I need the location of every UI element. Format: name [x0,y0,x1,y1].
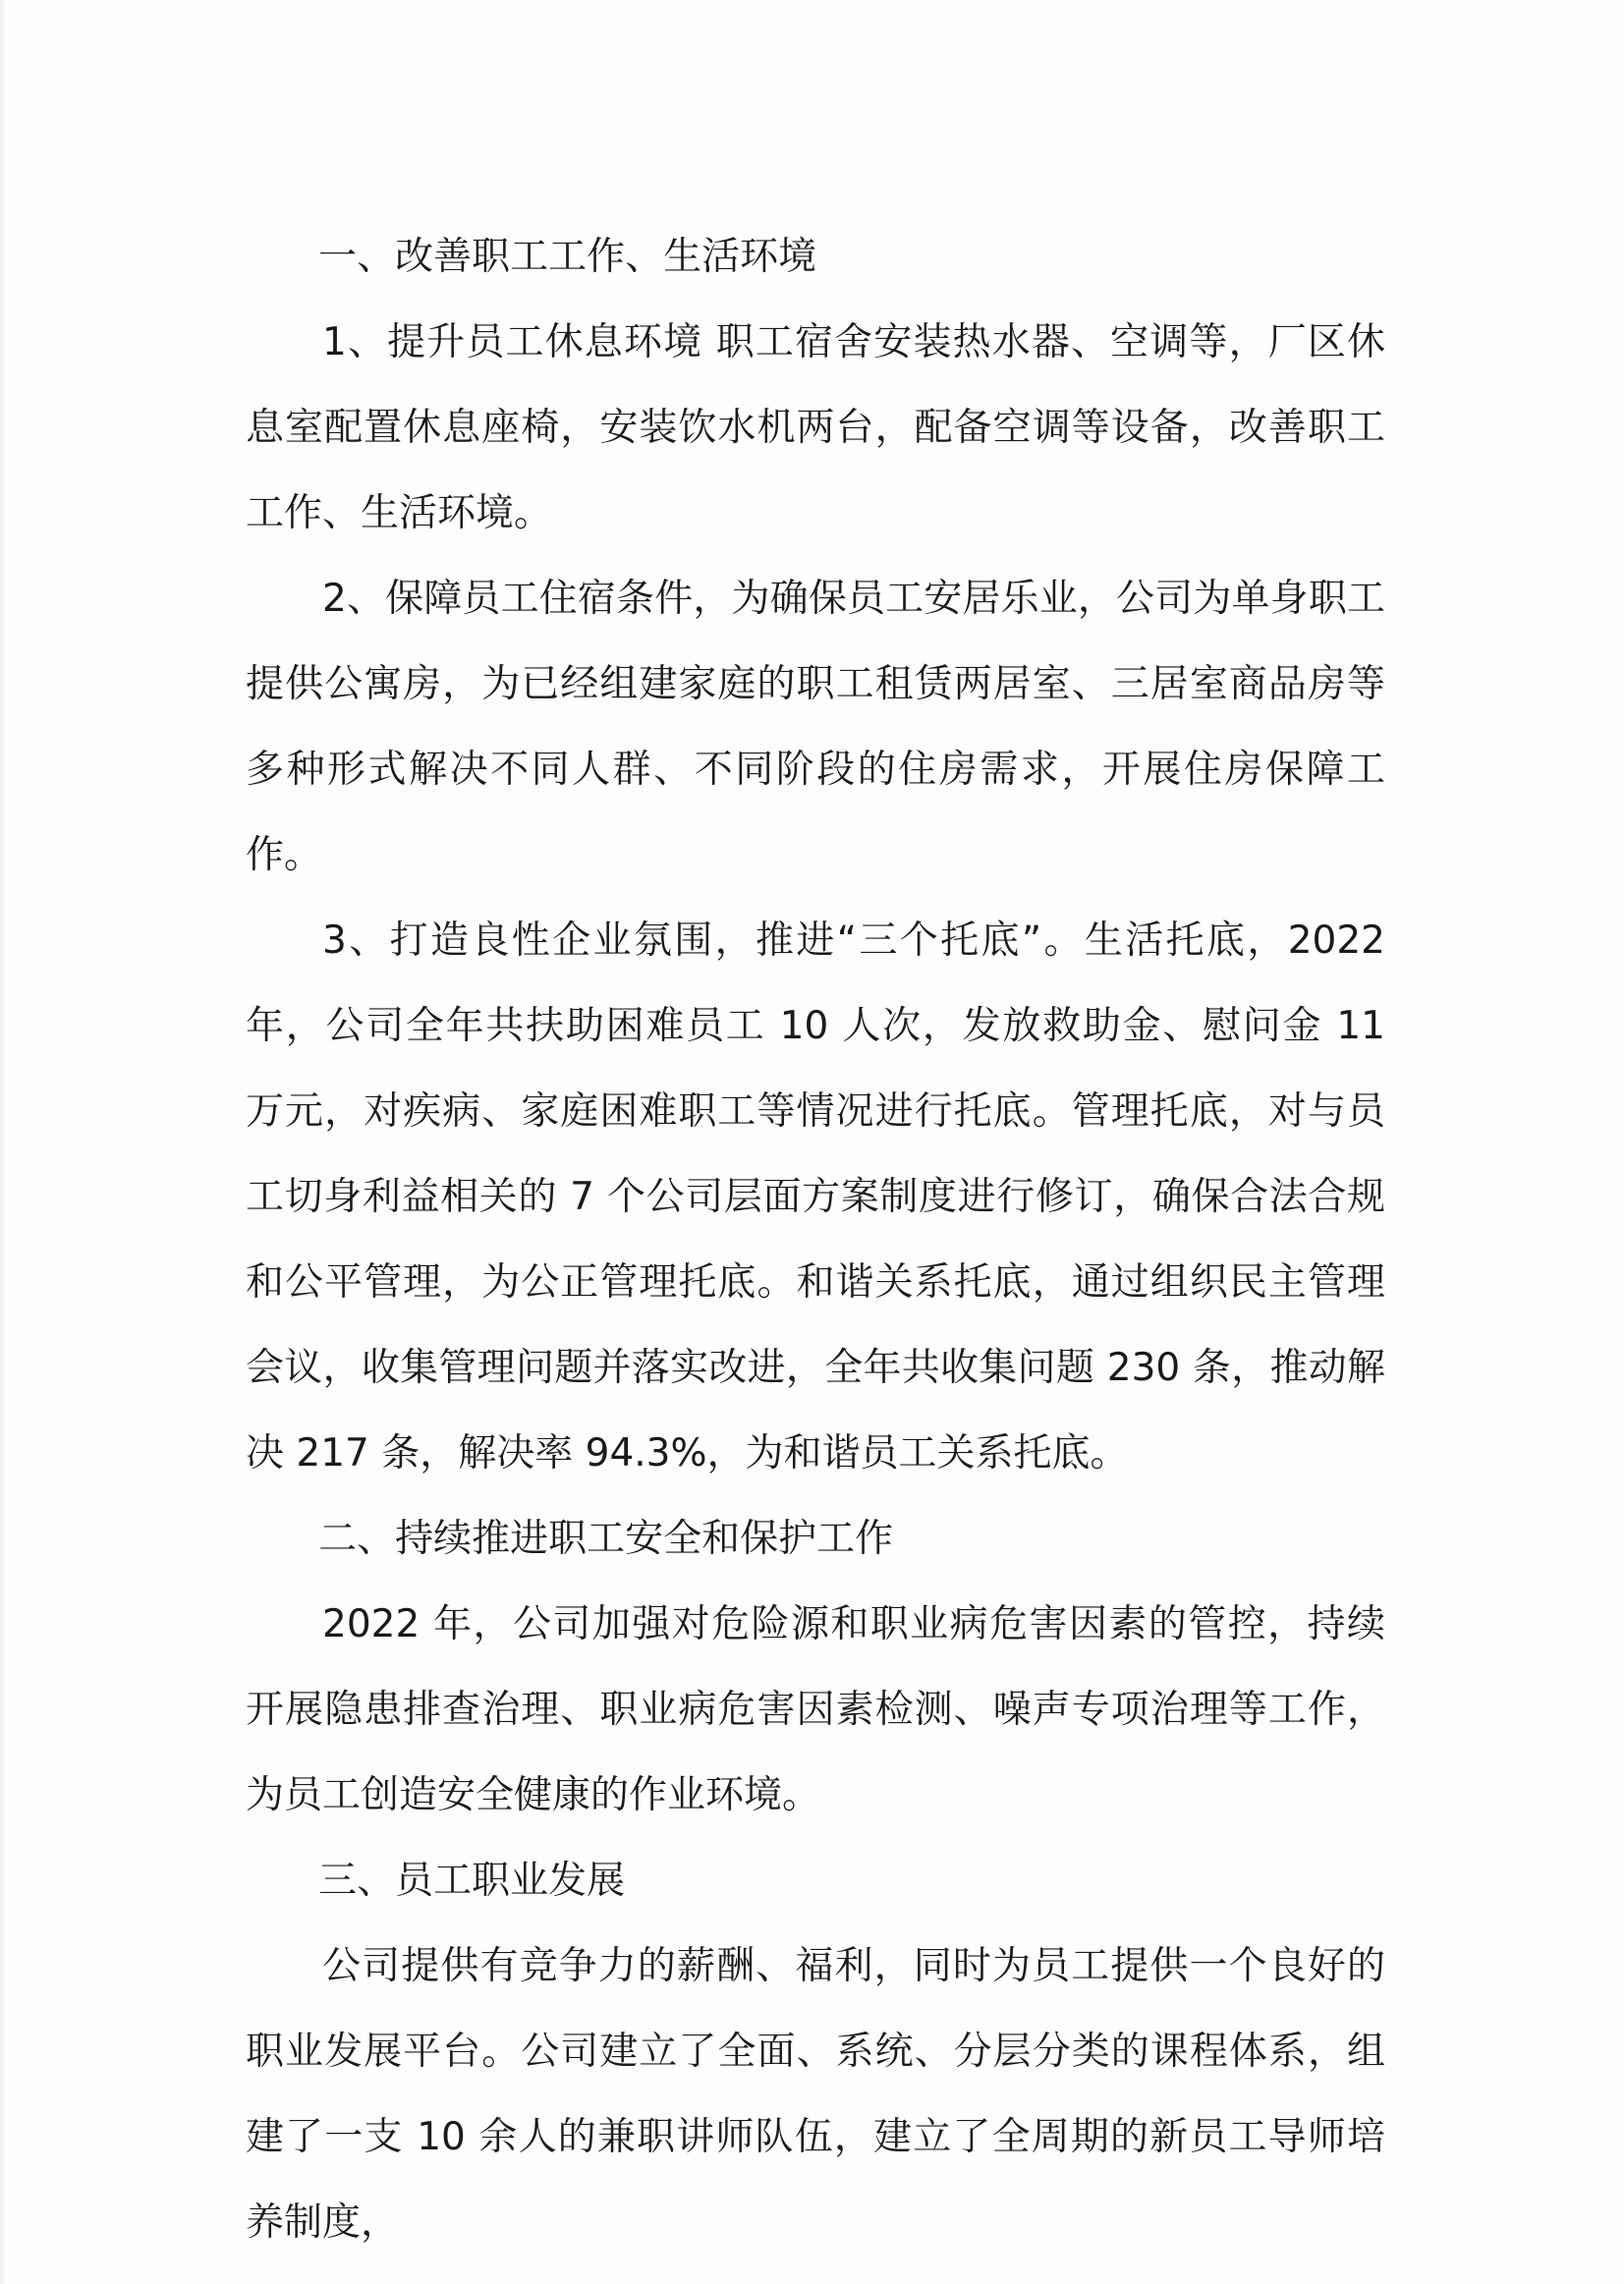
section-heading-1: 一、改善职工工作、生活环境 [318,235,817,279]
paragraph-safety: 2022 年，公司加强对危险源和职业病危害因素的管控，持续开展隐患排查治理、职业病危害因素检测、噪声专项治理等工作，为员工创造安全健康的作业环境。 [246,1602,1385,1817]
section-heading-2: 二、持续推进职工安全和保护工作 [318,1517,894,1561]
paragraph-three-guarantees: 3、打造良性企业氛围，推进“三个托底”。生活托底，2022 年，公司全年共扶助困难员工 10 人次，发放救助金、慰问金 11 万元，对疾病、家庭困难职工等情况进行托底。管理托底，对与员工切身利益相关的 7 个公司层面方案制度进行修订，确保合法合规和公平管理，为公正管理托底。和谐关系托底，通过组织民主管理会议，收集管理问题并落实改进，全年共收集问题 230 条，推动解决 217 条，解决率 94.3%，为和谐员工关系托底。 [246,919,1385,1476]
paragraph-rest-environment: 1、提升员工休息环境 职工宿舍安装热水器、空调等，厂区休息室配置休息座椅，安装饮水机两台，配备空调等设备，改善职工工作、生活环境。 [246,320,1385,535]
paragraph-career: 公司提供有竞争力的薪酬、福利，同时为员工提供一个良好的职业发展平台。公司建立了全面、系统、分层分类的课程体系，组建了一支 10 余人的兼职讲师队伍，建立了全周期的新员工导师培养制度， [246,1944,1385,2245]
section-heading-3: 三、员工职业发展 [318,1859,626,1903]
scan-edge [0,0,6,2284]
paragraph-housing: 2、保障员工住宿条件，为确保员工安居乐业，公司为单身职工提供公寓房，为已经组建家庭的职工租赁两居室、三居室商品房等多种形式解决不同人群、不同阶段的住房需求，开展住房保障工作。 [246,577,1385,877]
document-body [246,214,1385,2265]
